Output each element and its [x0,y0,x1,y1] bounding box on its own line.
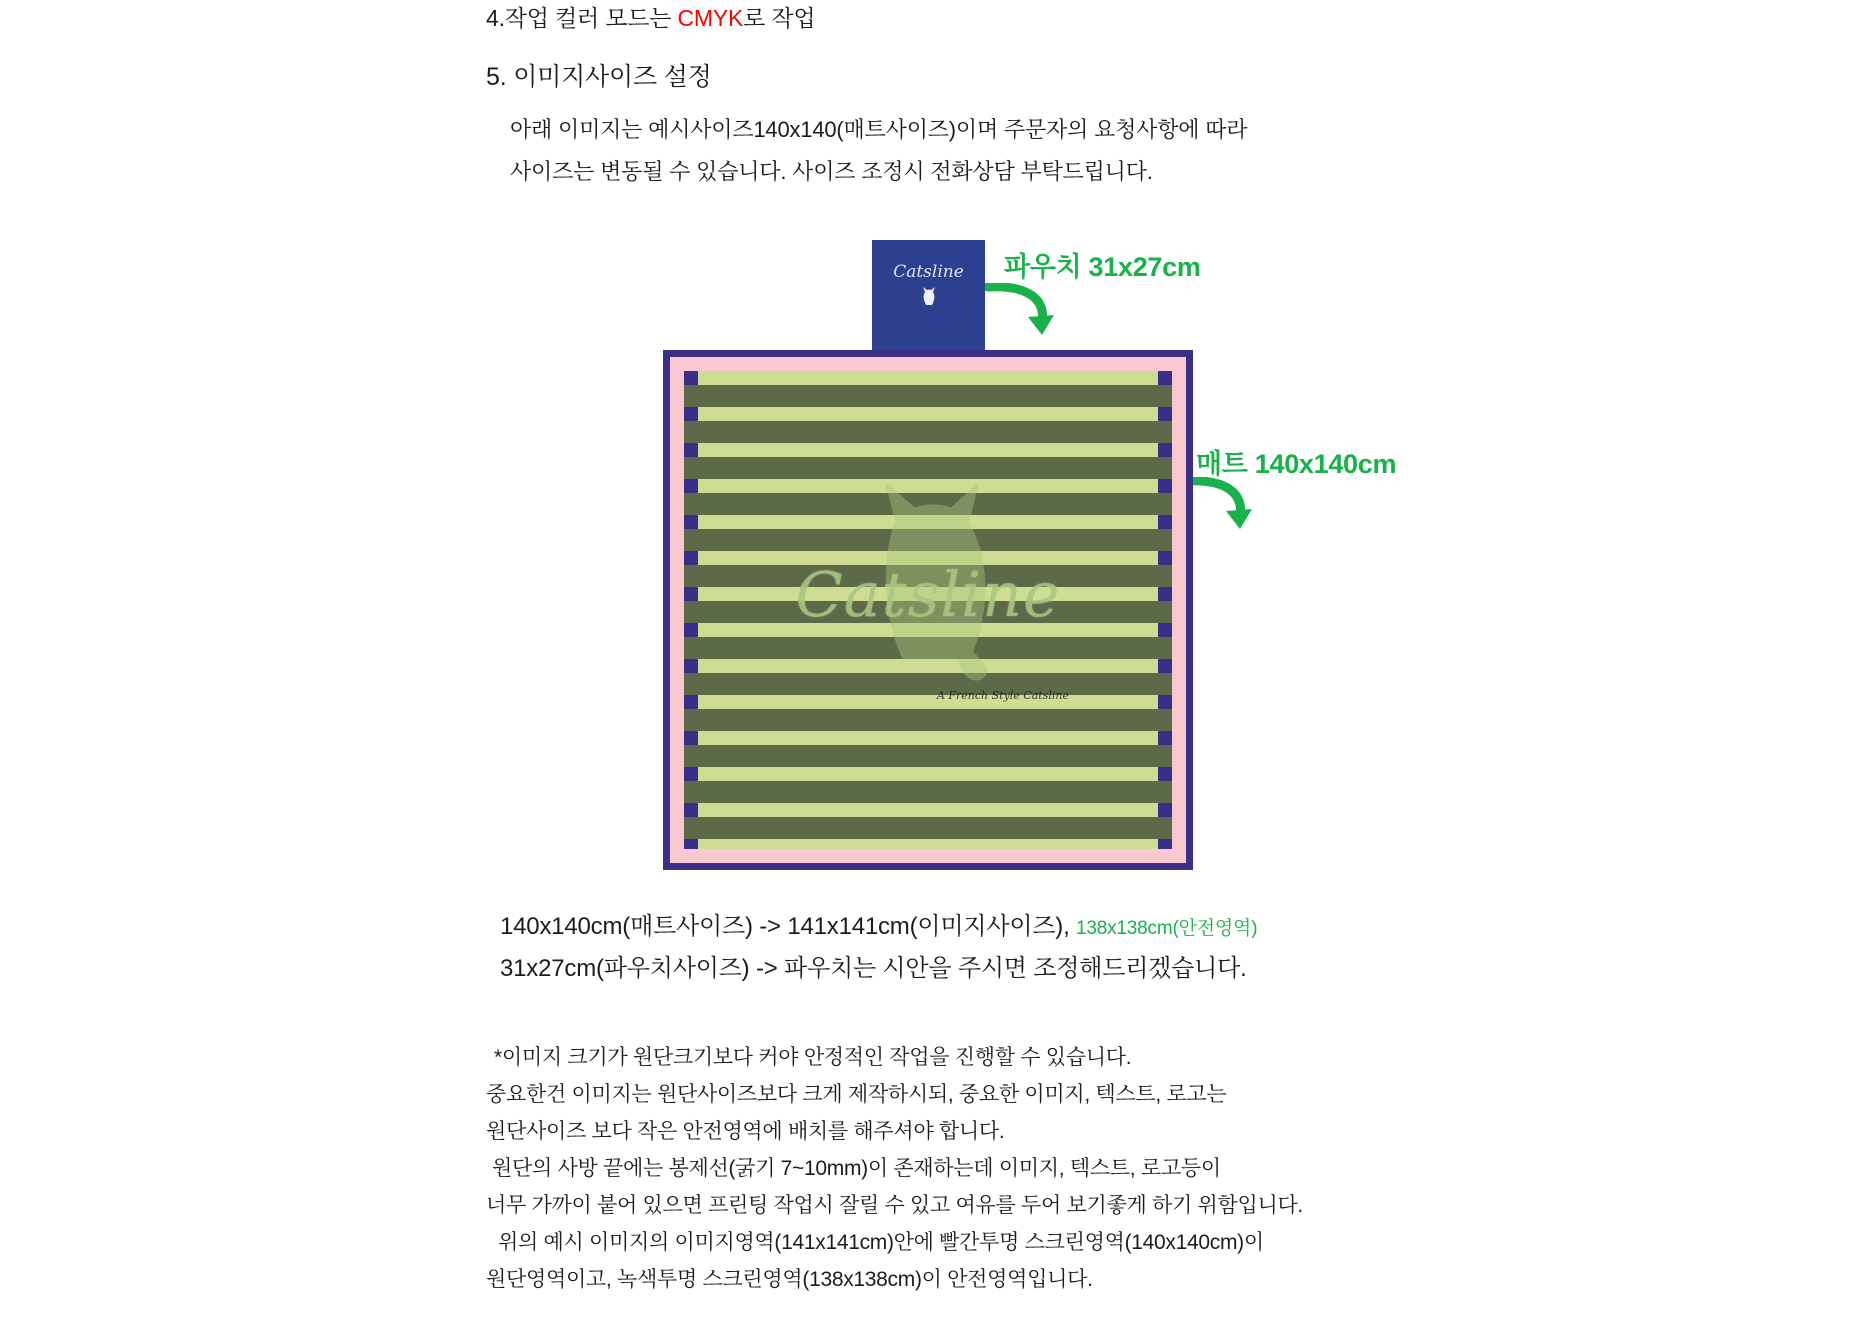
instruction-item-4-suffix: 로 작업 [743,5,816,31]
instruction-item-4-highlight: CMYK [677,5,744,31]
pouch-graphic [872,240,985,355]
note-line-1: *이미지 크기가 원단크기보다 커야 안정적인 작업을 진행할 수 있습니다. [494,1046,1132,1069]
note-line-7: 원단영역이고, 녹색투명 스크린영역(138x138cm)이 안전영역입니다. [486,1268,1093,1291]
mat-edge-ticks-right [1158,371,1172,849]
mat-safe-area [684,371,1172,849]
instruction-item-5-sub2: 사이즈는 변동될 수 있습니다. 사이즈 조정시 전화상담 부탁드립니다. [510,159,1153,184]
cat-silhouette-icon [921,286,937,306]
size-line-mat-main: 140x140cm(매트사이즈) -> 141x141cm(이미지사이즈), [500,913,1077,940]
size-line-mat [500,906,1257,941]
mat-edge-ticks-left [684,371,698,849]
size-line-mat-safe: 138x138cm(안전영역) [1076,918,1258,939]
note-line-6: 위의 예시 이미지의 이미지영역(141x141cm)안에 빨간투명 스크린영역(140x140cm)이 [498,1231,1264,1254]
note-line-4: 원단의 사방 끝에는 봉제선(굵기 7~10mm)이 존재하는데 이미지, 텍스트, 로고등이 [492,1157,1221,1180]
mat-image-area [663,350,1193,870]
instruction-item-5-sub1: 아래 이미지는 예시사이즈140x140(매트사이즈)이며 주문자의 요청사항에 따라 [510,117,1248,142]
pouch-logo-text: Catsline [893,262,964,282]
instruction-item-4 [486,0,815,33]
note-line-2: 중요한건 이미지는 원단사이즈보다 크게 제작하시되, 중요한 이미지, 텍스트, 로고는 [486,1083,1227,1106]
note-line-3: 원단사이즈 보다 작은 안전영역에 배치를 해주셔야 합니다. [486,1120,1005,1143]
mat-brand-subtext: A French Style Catsline [936,689,1070,702]
callout-label-mat: 매트 140x140cm [1196,449,1397,479]
mat-cat-silhouette-icon [833,474,1023,689]
callout-label-pouch: 파우치 31x27cm [1004,252,1201,282]
instruction-item-5-title: 5. 이미지사이즈 설정 [486,63,712,91]
product-illustration [663,240,1193,870]
mat-brand-text: Catsline [795,558,1061,631]
size-line-pouch: 31x27cm(파우치사이즈) -> 파우치는 시안을 주시면 조정해드리겠습니다. [500,955,1247,982]
note-line-5: 너무 가까이 붙어 있으면 프린팅 작업시 잘릴 수 있고 여유를 두어 보기좋게 하기 위함입니다. [486,1194,1303,1217]
instruction-item-4-prefix: 4.작업 컬러 모드는 [486,5,678,31]
mat-fabric-area [670,357,1186,863]
